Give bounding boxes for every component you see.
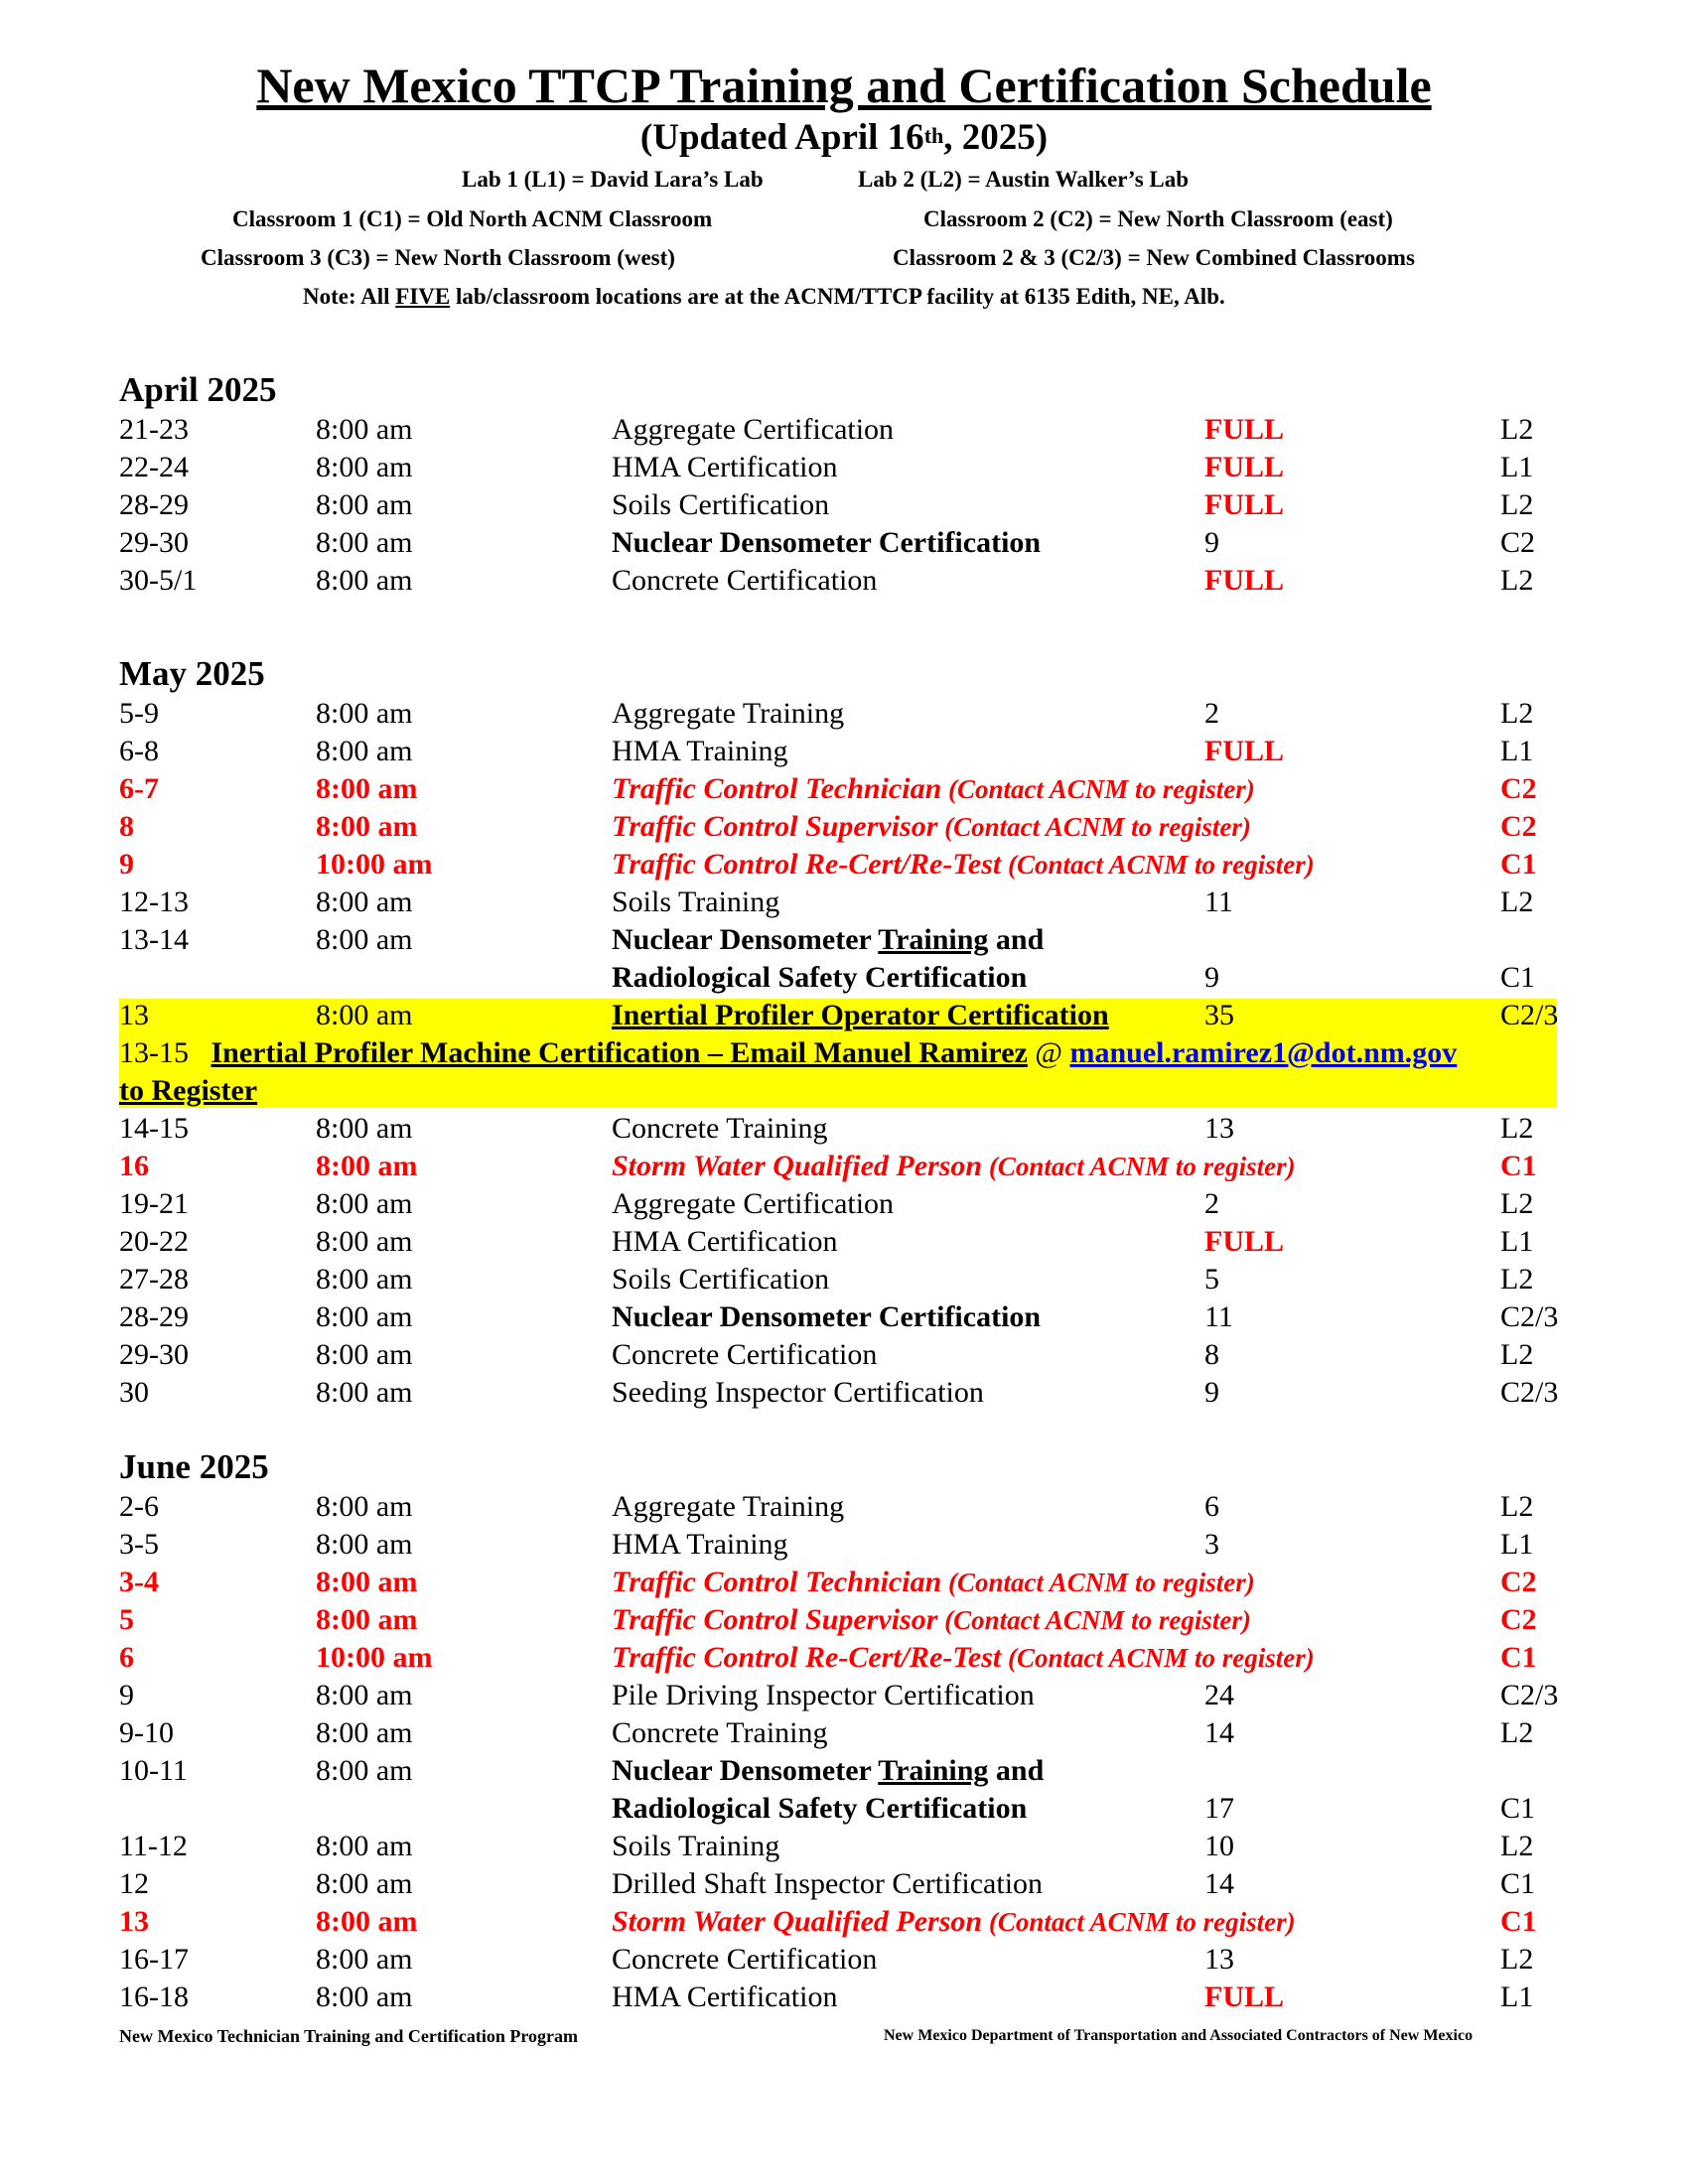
row-location: L2: [1500, 564, 1534, 597]
course-name: Concrete Certification: [612, 564, 878, 597]
note-emphasis: FIVE: [395, 284, 451, 309]
full-badge: FULL: [1204, 735, 1285, 767]
row-location: L2: [1500, 1830, 1534, 1862]
row-time: 8:00 am: [316, 1830, 413, 1862]
course-emphasis: Training: [878, 923, 989, 956]
row-seats: 3: [1204, 1528, 1219, 1561]
course-name: Aggregate Training: [612, 1490, 845, 1523]
row-course: [612, 1828, 779, 1865]
email-link[interactable]: manuel.ramirez1@dot.nm.gov: [1069, 1036, 1458, 1069]
schedule-row: [0, 1714, 1688, 1752]
row-location: C1: [1500, 961, 1536, 994]
row-location: C2/3: [1500, 999, 1559, 1031]
row-time: 8:00 am: [316, 1943, 413, 1976]
location-note: [303, 283, 1225, 311]
course-name: Soils Certification: [612, 488, 830, 521]
schedule-row: [0, 1261, 1688, 1298]
row-location: L1: [1500, 1528, 1534, 1561]
row-time: 8:00 am: [316, 697, 413, 730]
updated-year: , 2025): [943, 117, 1049, 158]
row-time: 8:00 am: [316, 999, 413, 1031]
course-name: Nuclear Densometer Certification: [612, 526, 1042, 559]
schedule-row: [0, 733, 1688, 770]
row-course-line2: Radiological Safety Certification: [612, 961, 1028, 994]
spacer: [189, 1036, 211, 1069]
schedule-row: [0, 1298, 1688, 1336]
row-date: 13: [119, 999, 149, 1031]
schedule-row: [0, 1110, 1688, 1148]
course-name: Traffic Control Technician: [612, 1566, 942, 1598]
row-course: [612, 486, 829, 524]
course-name: HMA Certification: [612, 451, 838, 483]
row-seats: 13: [1204, 1943, 1234, 1976]
schedule-row: [0, 486, 1688, 524]
month-heading: April 2025: [119, 370, 277, 409]
machine-date: 13-15: [119, 1036, 189, 1069]
schedule-row: [0, 1185, 1688, 1223]
schedule-row: [0, 449, 1688, 486]
row-time: 8:00 am: [316, 1263, 413, 1296]
row-date: 13-14: [119, 923, 189, 956]
row-date: 2-6: [119, 1490, 159, 1523]
row-time: 8:00 am: [316, 810, 418, 843]
full-badge: FULL: [1204, 564, 1285, 597]
row-date: 27-28: [119, 1263, 189, 1296]
row-time: 8:00 am: [316, 1716, 413, 1749]
row-course: [612, 1374, 984, 1412]
row-time: 10:00 am: [316, 1641, 433, 1674]
course-name: Soils Training: [612, 1830, 780, 1862]
row-time: 8:00 am: [316, 1187, 413, 1220]
row-location: C1: [1500, 1905, 1537, 1938]
row-course-line2: Radiological Safety Certification: [612, 1792, 1028, 1825]
row-course[interactable]: [612, 997, 1109, 1034]
schedule-row: [0, 1865, 1688, 1903]
row-time: 8:00 am: [316, 1754, 413, 1787]
row-location: L2: [1500, 886, 1534, 918]
row-date: 10-11: [119, 1754, 188, 1787]
row-location: C2/3: [1500, 1679, 1559, 1711]
row-date: 6-8: [119, 735, 159, 767]
course-name: Soils Certification: [612, 1263, 830, 1296]
footer-right: New Mexico Department of Transportation and Associated Contractors of New Mexico: [884, 2027, 1474, 2044]
register-note: (Contact ACNM to register): [982, 1152, 1296, 1181]
row-location: C2: [1500, 526, 1536, 559]
course-name: Traffic Control Re-Cert/Re-Test: [612, 848, 1002, 881]
schedule-row: [0, 1941, 1688, 1979]
full-badge: FULL: [1204, 1980, 1285, 2013]
row-location: L1: [1500, 735, 1534, 767]
schedule-row-cont: [0, 959, 1688, 997]
row-course: [612, 1488, 844, 1526]
course-name: Seeding Inspector Certification: [612, 1376, 984, 1409]
schedule-row: [0, 524, 1688, 562]
row-date: 14-15: [119, 1112, 189, 1145]
month-heading: May 2025: [119, 654, 265, 693]
course-name: Concrete Certification: [612, 1943, 878, 1976]
row-location: C1: [1500, 1867, 1536, 1900]
course-name: HMA Certification: [612, 1225, 838, 1258]
row-course: [612, 808, 1251, 846]
row-location: L2: [1500, 413, 1534, 446]
row-seats: 6: [1204, 1490, 1219, 1523]
row-date: 16: [119, 1150, 149, 1182]
legend-c2: Classroom 2 (C2) = New North Classroom (east): [923, 206, 1393, 231]
row-time: 10:00 am: [316, 848, 433, 881]
row-course: [612, 1752, 1044, 1790]
footer-left: New Mexico Technician Training and Certification Program: [119, 2026, 578, 2046]
course-name: Concrete Certification: [612, 1338, 878, 1371]
row-seats: 11: [1204, 1300, 1233, 1333]
row-course: [612, 770, 1255, 808]
row-seats: 9: [1204, 526, 1219, 559]
row-seats: 35: [1204, 999, 1234, 1031]
course-name: Aggregate Certification: [612, 413, 895, 446]
row-location: L2: [1500, 1716, 1534, 1749]
row-course: [612, 1526, 788, 1564]
course-name: Drilled Shaft Inspector Certification: [612, 1867, 1044, 1900]
course-text-end: and: [988, 1754, 1045, 1787]
updated-date: [0, 116, 1688, 160]
updated-text: (Updated April 16: [639, 117, 924, 158]
row-course: [612, 1714, 828, 1752]
schedule-row: [0, 1223, 1688, 1261]
row-location: C1: [1500, 1792, 1536, 1825]
month-heading: June 2025: [119, 1447, 269, 1486]
course-text-end: and: [988, 923, 1045, 956]
row-location: L2: [1500, 697, 1534, 730]
row-location: L2: [1500, 1263, 1534, 1296]
schedule-row: [0, 1677, 1688, 1714]
row-date: 16-17: [119, 1943, 189, 1976]
course-name: Traffic Control Supervisor: [612, 1603, 938, 1636]
schedule-row: [0, 1336, 1688, 1374]
course-name: Aggregate Certification: [612, 1187, 895, 1220]
schedule-row: [0, 1752, 1688, 1790]
row-course: [612, 1564, 1255, 1601]
schedule-row: [0, 1639, 1688, 1677]
row-time: 8:00 am: [316, 1980, 413, 2013]
course-name: Inertial Profiler Operator Certification: [612, 999, 1109, 1031]
machine-at: @: [1027, 1036, 1070, 1069]
row-location: C2: [1500, 810, 1537, 843]
row-location: C2/3: [1500, 1300, 1559, 1333]
row-time: 8:00 am: [316, 1603, 418, 1636]
course-name: Pile Driving Inspector Certification: [612, 1679, 1035, 1711]
row-course: [612, 921, 1044, 959]
schedule-row: [0, 562, 1688, 600]
row-course: [612, 1298, 1041, 1336]
row-date: 9-10: [119, 1716, 174, 1749]
row-date: 11-12: [119, 1830, 188, 1862]
machine-cert-text: Inertial Profiler Machine Certification – Email Manuel Ramirez: [211, 1036, 1028, 1069]
row-course: [612, 695, 844, 733]
row-date: 29-30: [119, 1338, 189, 1371]
row-course: [612, 1941, 877, 1979]
row-location: C1: [1500, 1641, 1537, 1674]
course-name: Storm Water Qualified Person: [612, 1150, 983, 1182]
row-time: 8:00 am: [316, 413, 413, 446]
row-seats: 2: [1204, 1187, 1219, 1220]
row-location: C2: [1500, 1566, 1537, 1598]
row-time: 8:00 am: [316, 735, 413, 767]
row-date: 6: [119, 1641, 134, 1674]
schedule-row: [0, 808, 1688, 846]
legend-lab2: Lab 2 (L2) = Austin Walker’s Lab: [858, 167, 1190, 192]
row-location: C2/3: [1500, 1376, 1559, 1409]
machine-register-line: [119, 1072, 257, 1110]
row-time: 8:00 am: [316, 1300, 413, 1333]
row-course: [612, 1639, 1315, 1677]
legend-c23: Classroom 2 & 3 (C2/3) = New Combined Classrooms: [893, 245, 1415, 270]
row-seats: 14: [1204, 1716, 1234, 1749]
row-date: 3-5: [119, 1528, 159, 1561]
row-location: L1: [1500, 1980, 1534, 2013]
course-text: Nuclear Densometer: [612, 1754, 879, 1787]
row-date: 20-22: [119, 1225, 189, 1258]
schedule-row: [0, 1828, 1688, 1865]
row-course: [612, 846, 1315, 884]
row-location: L2: [1500, 1187, 1534, 1220]
register-note: (Contact ACNM to register): [941, 774, 1255, 804]
row-seats: 14: [1204, 1867, 1234, 1900]
row-time: 8:00 am: [316, 564, 413, 597]
row-course: [612, 733, 788, 770]
row-seats: 17: [1204, 1792, 1234, 1825]
page-title: New Mexico TTCP Training and Certification Schedule: [256, 58, 1432, 113]
course-name: Soils Training: [612, 886, 780, 918]
row-seats: 10: [1204, 1830, 1234, 1862]
schedule-row-cont: [0, 1790, 1688, 1828]
row-seats: 9: [1204, 1376, 1219, 1409]
row-location: L2: [1500, 488, 1534, 521]
schedule-row: [0, 1526, 1688, 1564]
course-name: Nuclear Densometer Certification: [612, 1300, 1042, 1333]
row-course: [612, 411, 894, 449]
course-name: HMA Training: [612, 735, 788, 767]
schedule-row: [0, 411, 1688, 449]
row-location: C1: [1500, 1150, 1537, 1182]
row-date: 8: [119, 810, 134, 843]
row-location: C1: [1500, 848, 1537, 881]
row-location: C2: [1500, 1603, 1537, 1636]
row-seats: 8: [1204, 1338, 1219, 1371]
row-course: [612, 1148, 1296, 1185]
row-time: 8:00 am: [316, 451, 413, 483]
register-note: (Contact ACNM to register): [982, 1907, 1296, 1937]
row-location: L2: [1500, 1338, 1534, 1371]
note-text-end: lab/classroom locations are at the ACNM/TTCP facility at 6135 Edith, NE, Alb.: [450, 284, 1225, 309]
row-course: [612, 1185, 894, 1223]
row-date: 9: [119, 848, 134, 881]
row-date: 21-23: [119, 413, 189, 446]
course-name: Concrete Training: [612, 1112, 828, 1145]
row-time: 8:00 am: [316, 1376, 413, 1409]
row-course: [612, 562, 877, 600]
course-text: Nuclear Densometer: [612, 923, 879, 956]
register-note: (Contact ACNM to register): [1001, 850, 1315, 880]
row-course: [612, 1677, 1035, 1714]
row-course: [612, 1261, 829, 1298]
course-name: HMA Certification: [612, 1980, 838, 2013]
row-course: [612, 1979, 837, 2016]
schedule-row: [0, 770, 1688, 808]
schedule-row: [0, 997, 1688, 1034]
row-date: 6-7: [119, 772, 159, 805]
row-seats: 2: [1204, 697, 1219, 730]
schedule-row: [0, 1564, 1688, 1601]
legend-lab1: Lab 1 (L1) = David Lara’s Lab: [462, 167, 764, 192]
schedule-row: [0, 1903, 1688, 1941]
row-location: L1: [1500, 1225, 1534, 1258]
full-badge: FULL: [1204, 451, 1285, 483]
schedule-row: [0, 884, 1688, 921]
course-name: Traffic Control Technician: [612, 772, 942, 805]
row-course: [612, 524, 1041, 562]
register-note: (Contact ACNM to register): [941, 1568, 1255, 1597]
row-course: [612, 1223, 837, 1261]
row-time: 8:00 am: [316, 1490, 413, 1523]
row-course: [612, 884, 779, 921]
legend-c1: Classroom 1 (C1) = Old North ACNM Classroom: [232, 206, 713, 231]
row-time: 8:00 am: [316, 488, 413, 521]
row-time: 8:00 am: [316, 1867, 413, 1900]
row-seats: 11: [1204, 886, 1233, 918]
row-date: 30-5/1: [119, 564, 198, 597]
row-date: 22-24: [119, 451, 189, 483]
row-date: 28-29: [119, 1300, 189, 1333]
updated-sup: th: [923, 123, 944, 148]
row-date: 3-4: [119, 1566, 159, 1598]
row-date: 30: [119, 1376, 149, 1409]
row-location: L2: [1500, 1490, 1534, 1523]
course-name: HMA Training: [612, 1528, 788, 1561]
register-note: (Contact ACNM to register): [937, 812, 1251, 842]
row-location: L2: [1500, 1112, 1534, 1145]
schedule-row: [0, 1979, 1688, 2016]
row-date: 9: [119, 1679, 134, 1711]
row-seats: 24: [1204, 1679, 1234, 1711]
row-time: 8:00 am: [316, 772, 418, 805]
row-location: L1: [1500, 451, 1534, 483]
schedule-row: [0, 1601, 1688, 1639]
row-date: 28-29: [119, 488, 189, 521]
register-note: (Contact ACNM to register): [1001, 1643, 1315, 1673]
row-course: [612, 1903, 1296, 1941]
full-badge: FULL: [1204, 413, 1285, 446]
row-course: [612, 1336, 877, 1374]
row-time: 8:00 am: [316, 1905, 418, 1938]
row-date: 19-21: [119, 1187, 189, 1220]
row-seats: 5: [1204, 1263, 1219, 1296]
course-name: Aggregate Training: [612, 697, 845, 730]
register-note: (Contact ACNM to register): [937, 1605, 1251, 1635]
row-course: [612, 1865, 1043, 1903]
row-time: 8:00 am: [316, 526, 413, 559]
schedule-row: [0, 1488, 1688, 1526]
course-name: Traffic Control Supervisor: [612, 810, 938, 843]
row-time: 8:00 am: [316, 1112, 413, 1145]
row-date: 13: [119, 1905, 149, 1938]
row-time: 8:00 am: [316, 1338, 413, 1371]
row-time: 8:00 am: [316, 1528, 413, 1561]
course-name: Storm Water Qualified Person: [612, 1905, 983, 1938]
schedule-row: [0, 1148, 1688, 1185]
row-date: 16-18: [119, 1980, 189, 2013]
row-course: [612, 449, 837, 486]
schedule-row: [0, 1374, 1688, 1412]
full-badge: FULL: [1204, 1225, 1285, 1258]
legend-c3: Classroom 3 (C3) = New North Classroom (west): [201, 245, 675, 270]
course-name: Traffic Control Re-Cert/Re-Test: [612, 1641, 1002, 1674]
row-course: [612, 1601, 1251, 1639]
row-seats: 13: [1204, 1112, 1234, 1145]
course-name: Concrete Training: [612, 1716, 828, 1749]
row-date: 29-30: [119, 526, 189, 559]
row-date: 12-13: [119, 886, 189, 918]
row-location: L2: [1500, 1943, 1534, 1976]
row-time: 8:00 am: [316, 1225, 413, 1258]
note-text: Note: All: [303, 284, 396, 309]
row-date: 12: [119, 1867, 149, 1900]
row-date: 5-9: [119, 697, 159, 730]
course-emphasis: Training: [878, 1754, 989, 1787]
schedule-row: [0, 846, 1688, 884]
row-date: 5: [119, 1603, 134, 1636]
schedule-row: [0, 695, 1688, 733]
row-time: 8:00 am: [316, 923, 413, 956]
row-location: C2: [1500, 772, 1537, 805]
row-time: 8:00 am: [316, 886, 413, 918]
machine-cert-line: [119, 1034, 1457, 1072]
row-time: 8:00 am: [316, 1150, 418, 1182]
full-badge: FULL: [1204, 488, 1285, 521]
register-text: to Register: [119, 1074, 258, 1107]
row-seats: 9: [1204, 961, 1219, 994]
schedule-row: [0, 921, 1688, 959]
row-time: 8:00 am: [316, 1566, 418, 1598]
row-course: [612, 1110, 828, 1148]
row-time: 8:00 am: [316, 1679, 413, 1711]
